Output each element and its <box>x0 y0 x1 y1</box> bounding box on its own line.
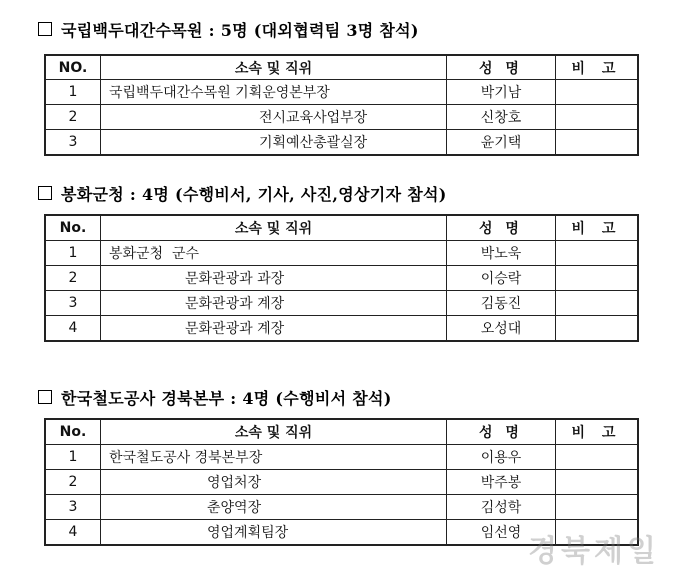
cell-name: 윤기택 <box>447 130 556 156</box>
section-arboretum <box>0 14 680 151</box>
cell-no: 1 <box>45 241 101 266</box>
section-title: 국립백두대간수목원 : 5명 (대외협력팀 3명 참석) <box>61 20 419 40</box>
section-heading <box>38 178 680 208</box>
cell-name: 박기남 <box>447 80 556 105</box>
header-no: No. <box>45 419 101 445</box>
cell-name: 신창호 <box>447 105 556 130</box>
table-row <box>45 316 638 342</box>
cell-note <box>556 105 639 130</box>
cell-name: 박주봉 <box>447 470 556 495</box>
cell-name: 박노욱 <box>447 241 556 266</box>
cell-affiliation: 영업처장 <box>101 470 447 495</box>
cell-note <box>556 495 639 520</box>
cell-affiliation: 문화관광과 계장 <box>101 291 447 316</box>
section-heading <box>38 14 680 44</box>
cell-no: 2 <box>45 266 101 291</box>
cell-note <box>556 130 639 156</box>
header-affiliation: 소속 및 직위 <box>101 55 447 80</box>
table-row <box>45 445 638 470</box>
table-row <box>45 80 638 105</box>
cell-no: 3 <box>45 130 101 156</box>
watermark: 경북제일 <box>528 534 660 569</box>
cell-affiliation: 기획예산총괄실장 <box>101 130 447 156</box>
cell-note <box>556 445 639 470</box>
table-row <box>45 105 638 130</box>
checkbox-square-icon <box>38 186 52 200</box>
section-title: 한국철도공사 경북본부 : 4명 (수행비서 참석) <box>61 388 392 408</box>
cell-affiliation: 봉화군청 군수 <box>101 241 447 266</box>
header-name: 성 명 <box>447 419 556 445</box>
cell-no: 3 <box>45 495 101 520</box>
cell-name: 김성학 <box>447 495 556 520</box>
header-no: No. <box>45 215 101 241</box>
cell-name: 김동진 <box>447 291 556 316</box>
cell-no: 4 <box>45 316 101 342</box>
header-affiliation: 소속 및 직위 <box>101 215 447 241</box>
cell-note <box>556 266 639 291</box>
cell-affiliation: 춘양역장 <box>101 495 447 520</box>
cell-no: 3 <box>45 291 101 316</box>
cell-note <box>556 470 639 495</box>
section-heading <box>38 382 680 412</box>
checkbox-square-icon <box>38 390 52 404</box>
cell-no: 4 <box>45 520 101 546</box>
cell-name: 임선영 <box>447 520 556 546</box>
cell-name: 오성대 <box>447 316 556 342</box>
table-header-row <box>45 55 638 80</box>
table-header-row <box>45 419 638 445</box>
attendee-table <box>44 54 639 156</box>
table-row <box>45 130 638 156</box>
cell-no: 2 <box>45 470 101 495</box>
cell-affiliation: 문화관광과 계장 <box>101 316 447 342</box>
cell-affiliation: 국립백두대간수목원 기획운영본부장 <box>101 80 447 105</box>
table-header-row <box>45 215 638 241</box>
table-row <box>45 495 638 520</box>
cell-note <box>556 316 639 342</box>
header-affiliation: 소속 및 직위 <box>101 419 447 445</box>
section-bonghwa-county <box>0 178 680 337</box>
table-row <box>45 291 638 316</box>
header-name: 성 명 <box>447 55 556 80</box>
section-title: 봉화군청 : 4명 (수행비서, 기사, 사진,영상기자 참석) <box>61 184 447 204</box>
cell-name: 이용우 <box>447 445 556 470</box>
table-row <box>45 266 638 291</box>
cell-no: 2 <box>45 105 101 130</box>
header-note: 비 고 <box>556 419 639 445</box>
cell-affiliation: 한국철도공사 경북본부장 <box>101 445 447 470</box>
header-note: 비 고 <box>556 215 639 241</box>
cell-note <box>556 80 639 105</box>
table-row <box>45 241 638 266</box>
checkbox-square-icon <box>38 22 52 36</box>
header-note: 비 고 <box>556 55 639 80</box>
cell-no: 1 <box>45 445 101 470</box>
header-no: NO. <box>45 55 101 80</box>
section-korail-gyeongbuk <box>0 382 680 541</box>
header-name: 성 명 <box>447 215 556 241</box>
cell-affiliation: 전시교육사업부장 <box>101 105 447 130</box>
cell-note <box>556 241 639 266</box>
attendee-table <box>44 214 639 342</box>
cell-name: 이승락 <box>447 266 556 291</box>
cell-no: 1 <box>45 80 101 105</box>
cell-affiliation: 영업계획팀장 <box>101 520 447 546</box>
cell-affiliation: 문화관광과 과장 <box>101 266 447 291</box>
cell-note <box>556 291 639 316</box>
table-row <box>45 470 638 495</box>
